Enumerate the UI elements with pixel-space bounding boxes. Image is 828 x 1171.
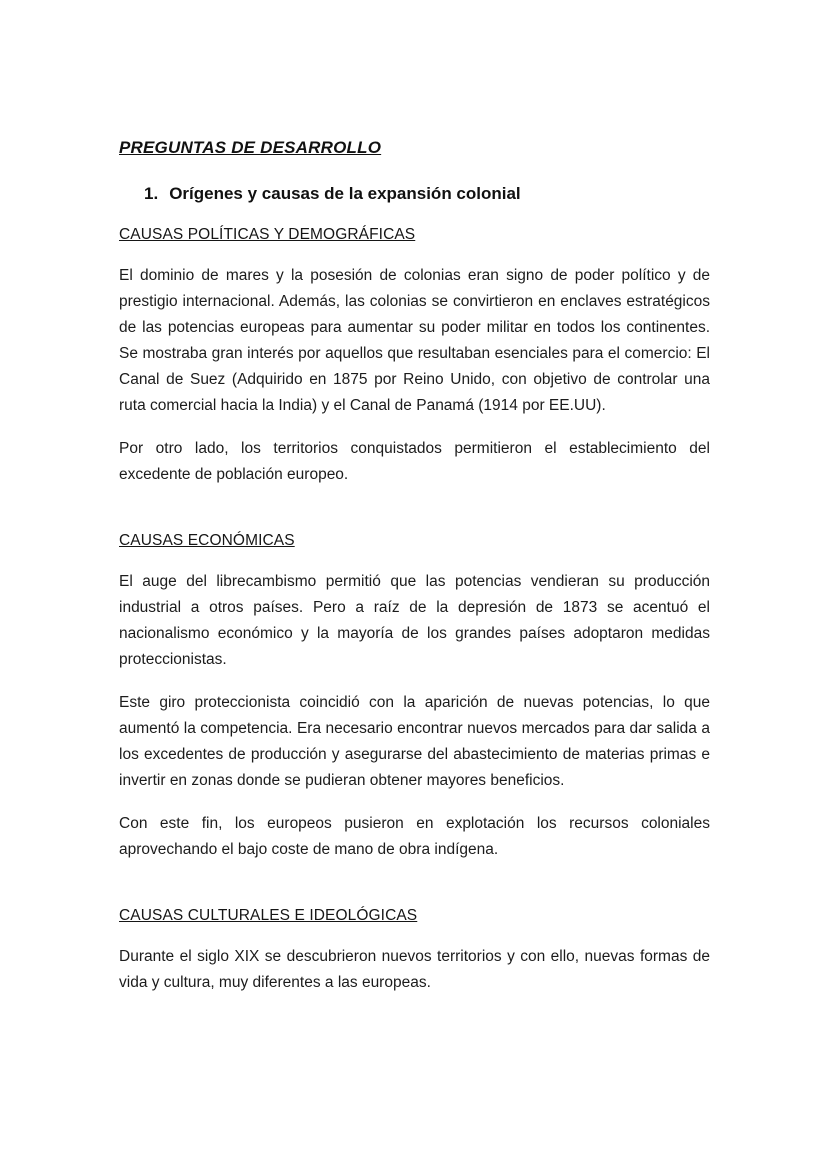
paragraph: El auge del librecambismo permitió que las potencias vendieran su producción industrial a otros países. Pero a raíz de la depresión de 1873 se acentuó el nacionalismo económico y la mayoría de los grandes países adoptaron medidas proteccionistas. — [119, 573, 710, 668]
section-heading-causas-culturales: CAUSAS CULTURALES E IDEOLÓGICAS — [119, 907, 418, 924]
document-title: PREGUNTAS DE DESARROLLO — [119, 138, 382, 157]
paragraph: Por otro lado, los territorios conquistados permitieron el establecimiento del excedente de población europeo. — [119, 440, 710, 483]
paragraph: El dominio de mares y la posesión de colonias eran signo de poder político y de prestigio internacional. Además, las colonias se convirtieron en enclaves estratégicos de las potencias europeas para aumentar su poder militar en todos los continentes. Se mostraba gran interés por aquellos que resultaban esenciales para el comercio: El Canal de Suez (Adquirido en 1875 por Reino Unido, con objetivo de controlar una ruta comercial hacia la India) y el Canal de Panamá (1914 por EE.UU). — [119, 267, 710, 414]
section-causas-culturales — [119, 907, 710, 996]
paragraph: Este giro proteccionista coincidió con la aparición de nuevas potencias, lo que aumentó la competencia. Era necesario encontrar nuevos mercados para dar salida a los excedentes de producción y asegurarse del abastecimiento de materias primas e invertir en zonas donde se pudieran obtener mayores beneficios. — [119, 694, 710, 789]
question-heading-text: Orígenes y causas de la expansión colonial — [169, 184, 521, 203]
question-number: 1. — [144, 184, 159, 203]
section-heading-causas-politicas: CAUSAS POLÍTICAS Y DEMOGRÁFICAS — [119, 226, 416, 243]
section-causas-economicas — [119, 532, 710, 863]
question-heading — [144, 184, 710, 204]
section-heading-causas-economicas: CAUSAS ECONÓMICAS — [119, 532, 295, 549]
paragraph: Con este fin, los europeos pusieron en explotación los recursos coloniales aprovechando el bajo coste de mano de obra indígena. — [119, 815, 710, 858]
section-causas-politicas — [119, 226, 710, 488]
paragraph: Durante el siglo XIX se descubrieron nuevos territorios y con ello, nuevas formas de vida y cultura, muy diferentes a las europeas. — [119, 948, 710, 991]
